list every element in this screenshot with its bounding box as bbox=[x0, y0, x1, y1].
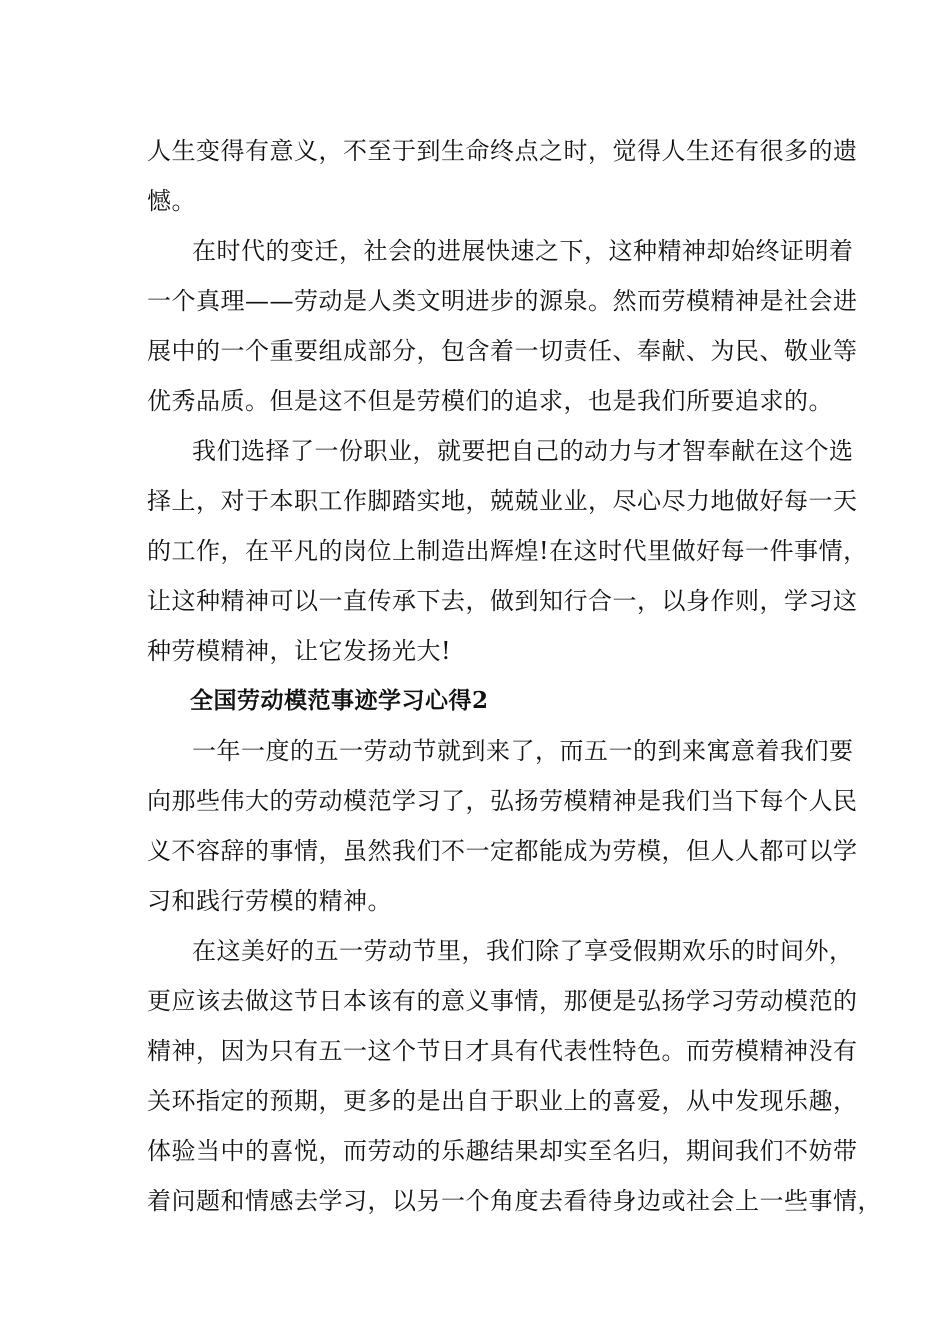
text-line: 在时代的变迁，社会的进展快速之下，这种精神却始终证明着 bbox=[192, 237, 854, 265]
text-line: 种劳模精神，让它发扬光大! bbox=[147, 637, 452, 665]
text-line: 让这种精神可以一直传承下去，做到知行合一，以身作则，学习这 bbox=[147, 587, 858, 615]
document-body bbox=[147, 126, 882, 1226]
text-line: 着问题和情感去学习，以另一个角度去看待身边或社会上一些事情， bbox=[147, 1187, 882, 1215]
text-line: 憾。 bbox=[147, 187, 196, 215]
section-heading: 全国劳动模范事迹学习心得2 bbox=[190, 687, 489, 714]
text-line: 一年一度的五一劳动节就到来了，而五一的到来寓意着我们要 bbox=[192, 737, 854, 765]
paragraph-4 bbox=[147, 726, 858, 926]
text-line: 一个真理——劳动是人类文明进步的源泉。然而劳模精神是社会进 bbox=[147, 287, 858, 315]
text-line: 的工作，在平凡的岗位上制造出辉煌!在这时代里做好每一件事情， bbox=[147, 537, 868, 565]
text-line: 精神，因为只有五一这个节日才具有代表性特色。而劳模精神没有 bbox=[147, 1037, 858, 1065]
paragraph-5 bbox=[147, 926, 882, 1226]
paragraph-2 bbox=[147, 226, 858, 426]
paragraph-1 bbox=[147, 126, 858, 226]
text-line: 我们选择了一份职业，就要把自己的动力与才智奉献在这个选 bbox=[192, 437, 854, 465]
text-line: 在这美好的五一劳动节里，我们除了享受假期欢乐的时间外， bbox=[192, 937, 854, 965]
text-line: 人生变得有意义，不至于到生命终点之时，觉得人生还有很多的遗 bbox=[147, 137, 858, 165]
text-line: 习和践行劳模的精神。 bbox=[147, 887, 392, 915]
text-line: 优秀品质。但是这不但是劳模们的追求，也是我们所要追求的。 bbox=[147, 387, 833, 415]
text-line: 关环指定的预期，更多的是出自于职业上的喜爱，从中发现乐趣， bbox=[147, 1087, 858, 1115]
text-line: 向那些伟大的劳动模范学习了，弘扬劳模精神是我们当下每个人民 bbox=[147, 787, 858, 815]
text-line: 体验当中的喜悦，而劳动的乐趣结果却实至名归，期间我们不妨带 bbox=[147, 1137, 858, 1165]
text-line: 展中的一个重要组成部分，包含着一切责任、奉献、为民、敬业等 bbox=[147, 337, 858, 365]
text-line: 择上，对于本职工作脚踏实地，兢兢业业，尽心尽力地做好每一天 bbox=[147, 487, 858, 515]
text-line: 更应该去做这节日本该有的意义事情，那便是弘扬学习劳动模范的 bbox=[147, 987, 858, 1015]
paragraph-3 bbox=[147, 426, 868, 676]
text-line: 义不容辞的事情，虽然我们不一定都能成为劳模，但人人都可以学 bbox=[147, 837, 858, 865]
